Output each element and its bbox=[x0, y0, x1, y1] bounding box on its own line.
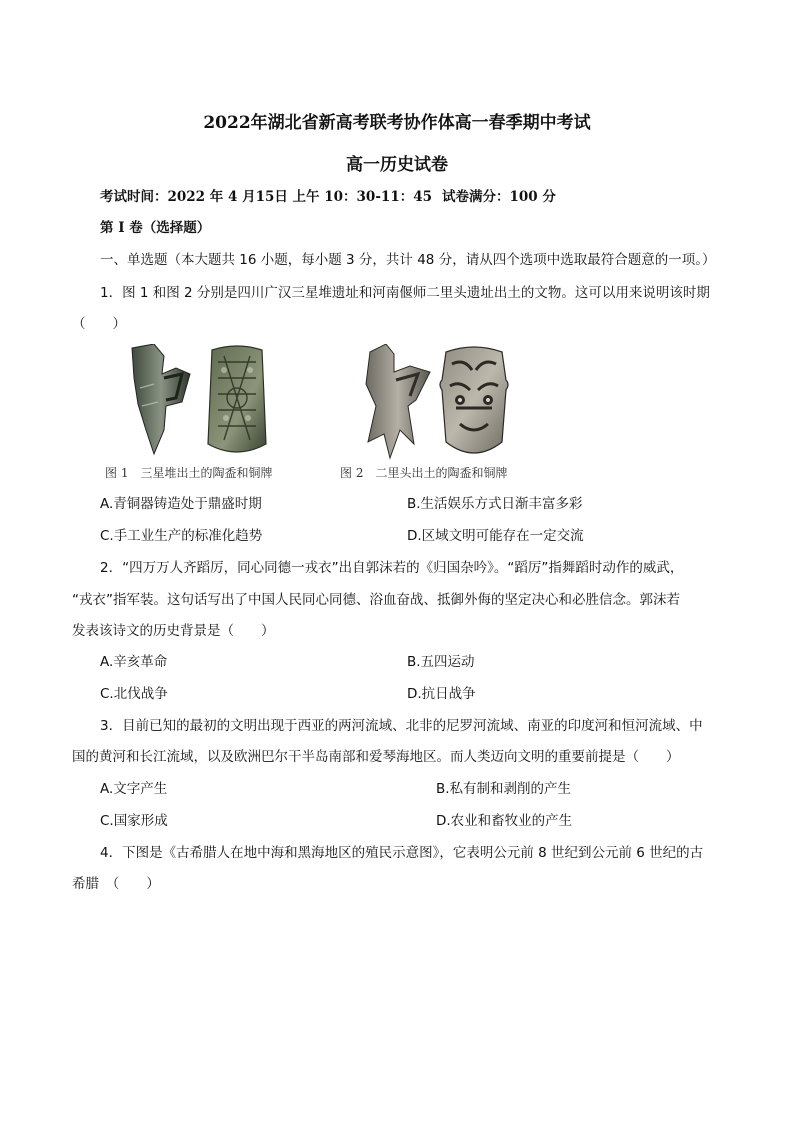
q1-stem-line1: 1．图 1 和图 2 分别是四川广汉三星堆遗址和河南偃师二里头遗址出土的文物。这可以用来说明该时期 bbox=[100, 285, 710, 301]
q3-option-a[interactable]: A.文字产生 bbox=[100, 781, 168, 797]
q2-stem-line3: 发表该诗文的历史背景是（ ） bbox=[72, 623, 275, 639]
full-score: 试卷满分：100 分 bbox=[442, 189, 556, 205]
q1-option-d[interactable]: D.区域文明可能存在一定交流 bbox=[407, 528, 584, 544]
fig2-pottery-vessel-image bbox=[360, 344, 436, 460]
section-heading: 第 I 卷（选择题） bbox=[100, 220, 211, 236]
exam-time: 考试时间：2022 年 4 月15日 上午 10：30-11：45 bbox=[100, 189, 433, 205]
q3-option-b[interactable]: B.私有制和剥削的产生 bbox=[436, 781, 572, 797]
q3-option-c[interactable]: C.国家形成 bbox=[100, 813, 168, 829]
q4-stem-line1: 4．下图是《古希腊人在地中海和黑海地区的殖民示意图》，它表明公元前 8 世纪到公元前 6 世纪的古 bbox=[100, 845, 704, 861]
q3-stem-line2: 国的黄河和长江流域，以及欧洲巴尔干半岛南部和爱琴海地区。而人类迈向文明的重要前提是（ ） bbox=[72, 749, 680, 765]
fig2-bronze-plaque-image bbox=[436, 344, 512, 462]
q2-option-d[interactable]: D.抗日战争 bbox=[407, 686, 476, 702]
section-instructions: 一、单选题（本大题共 16 小题，每小题 3 分，共计 48 分，请从四个选项中选取最符合题意的一项。） bbox=[100, 252, 716, 268]
fig1-caption: 图 1 三星堆出土的陶盉和铜牌 bbox=[105, 466, 273, 480]
q2-option-a[interactable]: A.辛亥革命 bbox=[100, 654, 168, 670]
fig1-pottery-vessel-image bbox=[124, 344, 194, 456]
q2-option-b[interactable]: B.五四运动 bbox=[407, 654, 475, 670]
exam-subtitle: 高一历史试卷 bbox=[346, 155, 448, 175]
q4-stem-line2: 希腊 （ ） bbox=[72, 876, 160, 892]
fig2-caption: 图 2 二里头出土的陶盉和铜牌 bbox=[340, 466, 508, 480]
q3-stem-line1: 3．目前已知的最初的文明出现于西亚的两河流域、北非的尼罗河流域、南亚的印度河和恒河流域、中 bbox=[100, 718, 703, 734]
q1-option-a[interactable]: A.青铜器铸造处于鼎盛时期 bbox=[100, 496, 262, 512]
q2-stem-line1: 2．“四万万人齐蹈厉，同心同德一戎衣”出自郭沫若的《归国杂吟》。“蹈厉”指舞蹈时动作的威武， bbox=[100, 560, 684, 576]
q1-option-c[interactable]: C.手工业生产的标准化趋势 bbox=[100, 528, 263, 544]
q2-stem-line2: “戎衣”指军装。这句话写出了中国人民同心同德、浴血奋战、抵御外侮的坚定决心和必胜信念。郭沫若 bbox=[72, 592, 680, 608]
q2-option-c[interactable]: C.北伐战争 bbox=[100, 686, 168, 702]
q3-option-d[interactable]: D.农业和畜牧业的产生 bbox=[436, 813, 573, 829]
q1-option-b[interactable]: B.生活娱乐方式日渐丰富多彩 bbox=[407, 496, 583, 512]
fig1-bronze-plaque-image bbox=[204, 344, 270, 458]
q1-stem-line2: （ ） bbox=[72, 316, 126, 332]
exam-title: 2022年湖北省新高考联考协作体高一春季期中考试 bbox=[203, 113, 591, 133]
